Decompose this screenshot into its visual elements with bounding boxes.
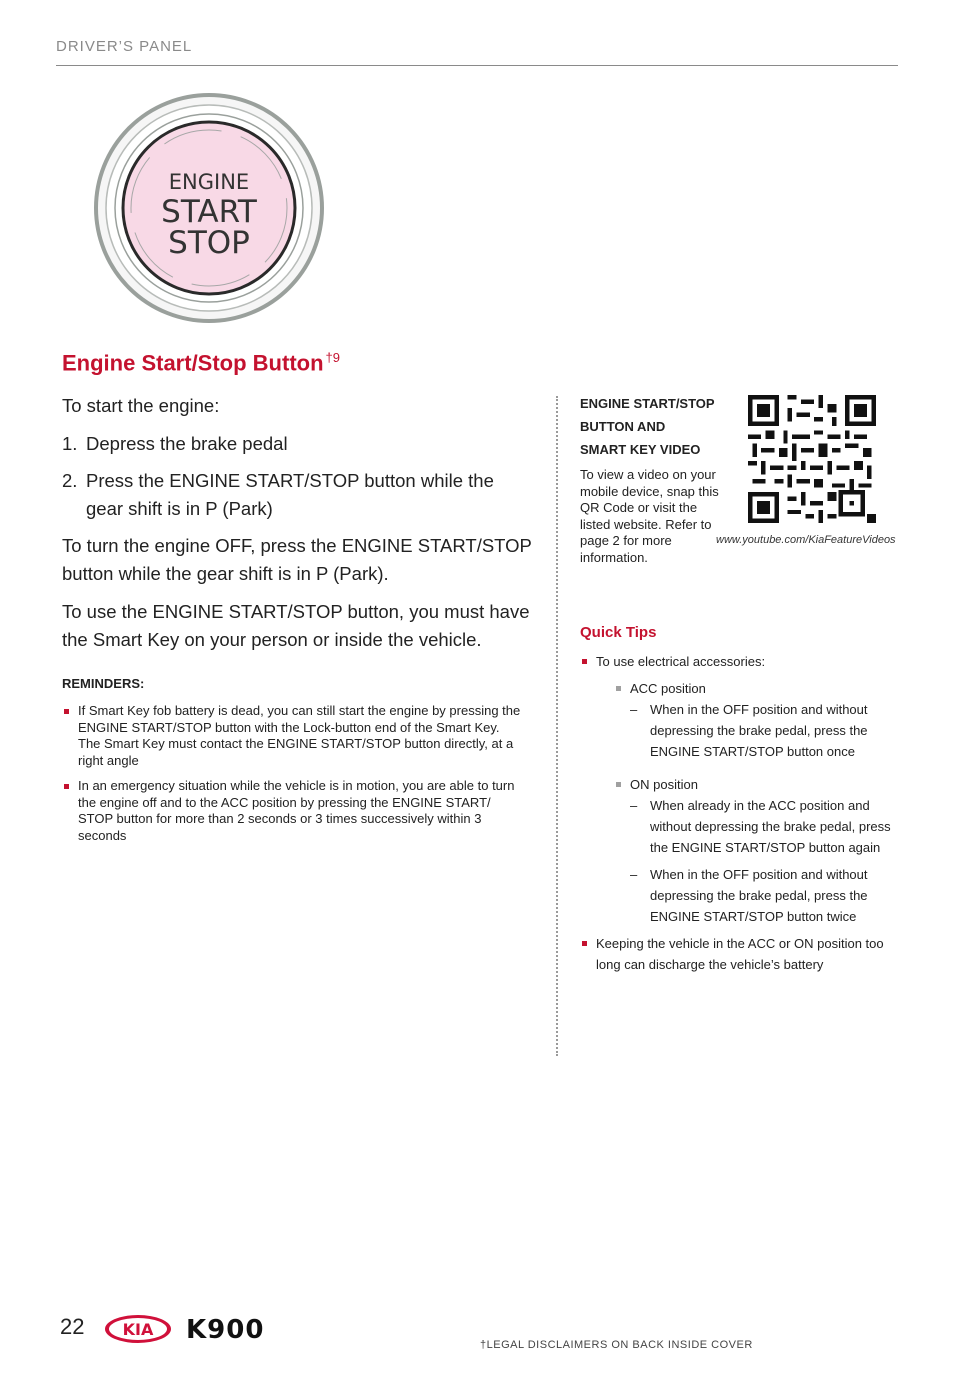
video-body-text: To view a video on your mobile device, snap this QR Code or visit the listed website. Refer to page 2 for more information. bbox=[580, 467, 719, 565]
step-number: 1. bbox=[62, 433, 78, 454]
engine-start-stop-button-illustration bbox=[94, 93, 324, 323]
illustration-start-text: START bbox=[161, 194, 257, 230]
on-position-text: When already in the ACC position and without depressing the brake pedal, press the ENGINE START/STOP button again bbox=[650, 798, 891, 855]
dash-icon: – bbox=[630, 702, 638, 717]
acc-position-text: When in the OFF position and without depressing the brake pedal, press the ENGINE START/STOP button once bbox=[650, 702, 868, 759]
on-position-group bbox=[616, 774, 910, 927]
dash-item bbox=[630, 864, 910, 927]
quick-tips-block bbox=[580, 624, 910, 975]
grey-bullet-icon bbox=[616, 686, 621, 691]
acc-position-label: ACC position bbox=[630, 681, 706, 696]
main-instructions bbox=[62, 392, 532, 664]
step-number: 2. bbox=[62, 470, 78, 491]
video-heading-line: ENGINE START/STOP bbox=[580, 396, 715, 411]
video-heading-line: SMART KEY VIDEO bbox=[580, 442, 701, 457]
video-heading bbox=[580, 392, 730, 461]
dash-item bbox=[630, 699, 910, 762]
k900-logo-text: K900 bbox=[186, 1316, 265, 1342]
quick-tip-item bbox=[580, 933, 910, 975]
video-info-block bbox=[580, 392, 730, 566]
quick-tip-item bbox=[580, 651, 910, 672]
reminder-item bbox=[62, 778, 522, 844]
sub-tip-item bbox=[616, 774, 910, 795]
quick-tip-text: To use electrical accessories: bbox=[596, 654, 766, 669]
on-position-label: ON position bbox=[630, 777, 698, 792]
header-rule bbox=[56, 65, 898, 66]
section-header: DRIVER’S PANEL bbox=[56, 38, 193, 55]
reminders-block bbox=[62, 676, 522, 853]
dash-icon: – bbox=[630, 798, 638, 813]
reminders-heading: REMINDERS: bbox=[62, 676, 145, 691]
intro-text: To start the engine: bbox=[62, 395, 220, 416]
kia-logo-text: KIA bbox=[122, 1320, 154, 1339]
illustration-stop-text: STOP bbox=[168, 225, 250, 261]
qr-code-icon[interactable] bbox=[748, 395, 876, 523]
column-divider bbox=[556, 396, 558, 1056]
illustration-engine-text: ENGINE bbox=[168, 170, 250, 194]
dash-item bbox=[630, 795, 910, 858]
quick-tips-heading: Quick Tips bbox=[580, 624, 657, 641]
kia-logo-icon bbox=[104, 1314, 172, 1344]
on-position-text: When in the OFF position and without depressing the brake pedal, press the ENGINE START/STOP button twice bbox=[650, 867, 868, 924]
page-number: 22 bbox=[60, 1314, 85, 1339]
reminder-item bbox=[62, 703, 522, 769]
video-heading-line: BUTTON AND bbox=[580, 419, 666, 434]
dash-icon: – bbox=[630, 867, 638, 882]
square-bullet-icon bbox=[582, 941, 587, 946]
video-url-link[interactable]: www.youtube.com/KiaFeatureVideos bbox=[716, 534, 896, 546]
smart-key-text: To use the ENGINE START/STOP button, you must have the Smart Key on your person or inside the vehicle. bbox=[62, 601, 530, 650]
acc-position-group bbox=[616, 678, 910, 762]
step-item bbox=[62, 467, 532, 523]
section-title bbox=[62, 350, 340, 376]
square-bullet-icon bbox=[582, 659, 587, 664]
grey-bullet-icon bbox=[616, 782, 621, 787]
k900-logo-icon bbox=[186, 1316, 288, 1342]
reminder-text: If Smart Key fob battery is dead, you can still start the engine by pressing the ENGINE START/STOP button with the Lock-button end of the Smart Key. The Smart Key must contact the ENGINE START/STOP button directly, at a right angle bbox=[78, 703, 521, 768]
step-text: Press the ENGINE START/STOP button while the gear shift is in P (Park) bbox=[86, 470, 494, 519]
square-bullet-icon bbox=[64, 709, 69, 714]
sub-tip-item bbox=[616, 678, 910, 699]
legal-disclaimer: †LEGAL DISCLAIMERS ON BACK INSIDE COVER bbox=[480, 1339, 753, 1351]
reminder-text: In an emergency situation while the vehicle is in motion, you are able to turn the engine off and to the ACC position by pressing the ENGINE START/ STOP button for more than 2 seconds or 3 times successively within 3 seconds bbox=[78, 778, 515, 843]
step-text: Depress the brake pedal bbox=[86, 433, 288, 454]
quick-tip-text: Keeping the vehicle in the ACC or ON position too long can discharge the vehicle’s battery bbox=[596, 936, 884, 972]
square-bullet-icon bbox=[64, 784, 69, 789]
engine-off-text: To turn the engine OFF, press the ENGINE START/STOP button while the gear shift is in P (Park). bbox=[62, 535, 532, 584]
step-item bbox=[62, 430, 532, 458]
footnote-marker: †9 bbox=[325, 350, 340, 365]
section-title-text: Engine Start/Stop Button bbox=[62, 350, 324, 376]
